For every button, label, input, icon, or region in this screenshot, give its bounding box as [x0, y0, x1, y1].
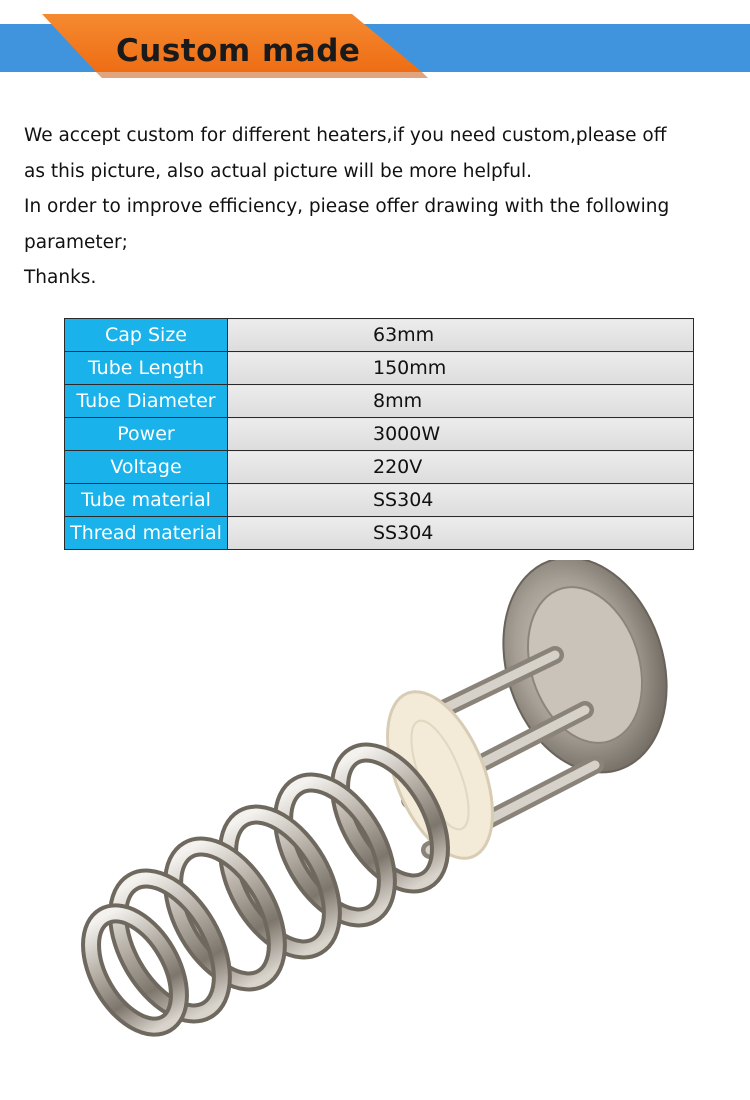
spec-value: 63mm	[228, 319, 694, 352]
spec-label: Voltage	[65, 451, 228, 484]
spec-label: Thread material	[65, 517, 228, 550]
intro-line: Thanks.	[24, 267, 97, 288]
intro-line: We accept custom for different heaters,if you need custom,please off	[24, 125, 667, 146]
intro-line: parameter;	[24, 231, 128, 253]
intro-line: In order to improve efficiency, piease offer drawing with the following	[24, 196, 670, 217]
spec-label: Tube Length	[65, 352, 228, 385]
spec-table	[64, 318, 694, 550]
spec-value: 3000W	[228, 418, 694, 451]
spec-label: Cap Size	[65, 319, 228, 352]
table-row	[65, 352, 694, 385]
table-row	[65, 385, 694, 418]
spec-label: Power	[65, 418, 228, 451]
spec-label: Tube Diameter	[65, 385, 228, 418]
spec-value: SS304	[228, 484, 694, 517]
spec-value: 150mm	[228, 352, 694, 385]
intro-text	[24, 118, 736, 296]
heating-element-icon	[0, 560, 750, 1096]
table-row	[65, 319, 694, 352]
table-row	[65, 451, 694, 484]
spec-label: Tube material	[65, 484, 228, 517]
table-row	[65, 517, 694, 550]
header-banner	[0, 14, 750, 84]
banner-title: Custom made	[116, 33, 361, 69]
intro-line: as this picture, also actual picture will be more helpful.	[24, 160, 533, 182]
spec-value: 220V	[228, 451, 694, 484]
table-row	[65, 484, 694, 517]
spec-value: SS304	[228, 517, 694, 550]
product-image	[0, 560, 750, 1096]
spec-value: 8mm	[228, 385, 694, 418]
table-row	[65, 418, 694, 451]
